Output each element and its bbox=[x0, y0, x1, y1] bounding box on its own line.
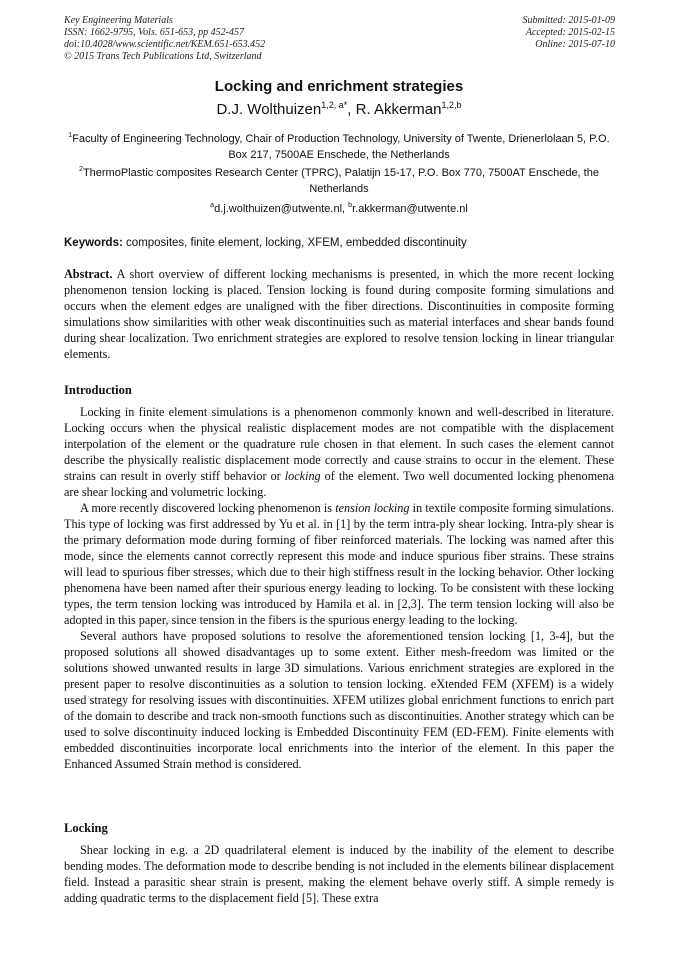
email-list bbox=[0, 201, 678, 217]
submitted-date: Submitted: 2015-01-09 bbox=[522, 15, 615, 26]
author-name: R. Akkerman bbox=[355, 101, 442, 118]
author-list bbox=[0, 101, 678, 118]
paragraph: Several authors have proposed solutions to resolve the aforementioned tension locking [1, 3-4], but the proposed solutions all showed disadvantages up to some extent. Either mesh-freedom was limited or the solutions showed unwanted results in large 3D simulations. Various enrichment strategies are explored in the present paper to resolve discontinuities as a solution to tension locking. eXtended FEM (XFEM) is a widely used strategy for resolving issues with discontinuities. XFEM utilizes global enrichment functions to enrich part of the domain to describe and track non-smooth functions such as discontinuities. Another strategy which can be used to solve discontinuity induced locking is Embedded Discontinuity FEM (ED-FEM). Finite elements with embedded discontinuities incorporate local enrichments into the interior of the element. In this paper the Enhanced Assumed Strain method is considered. bbox=[64, 629, 614, 771]
author-separator: , bbox=[347, 101, 356, 118]
accepted-date: Accepted: 2015-02-15 bbox=[525, 27, 615, 38]
online-date: Online: 2015-07-10 bbox=[535, 39, 615, 50]
doi-line: doi:10.4028/www.scientific.net/KEM.651-653.452 bbox=[64, 39, 266, 50]
paragraph: Locking in finite element simulations is a phenomenon commonly known and well-described in literature. Locking occurs when the physical realistic displacement modes are not compatible with the displacement interpolation of the element or the quadrature rule chosen in that element. In such cases the element cannot describe the physically realistic displacement mode correctly and cause strains to occur in the element. These strains can result in overly stiff behavior or locking of the element. Two well documented locking phenomena are shear locking and volumetric locking. bbox=[64, 405, 614, 499]
abstract-label: Abstract. bbox=[64, 267, 113, 281]
emphasis: locking bbox=[284, 469, 321, 483]
affiliation-text: ThermoPlastic composites Research Center (TPRC), Palatijn 15-17, P.O. Box 770, 7500AT Enschede, the Netherlands bbox=[82, 167, 599, 195]
abstract bbox=[64, 266, 614, 362]
affiliation-text: Faculty of Engineering Technology, Chair of Production Technology, University of Twente, Drienerlolaan 5, P.O. Box 217, 7500AE Enschede, the Netherlands bbox=[72, 133, 610, 161]
journal-name: Key Engineering Materials bbox=[64, 15, 173, 26]
paragraph: A more recently discovered locking phenomenon is tension locking in textile composite forming simulations. This type of locking was first addressed by Yu et al. in [1] by the term intra-ply shear locking. Intra-ply shear is the primary deformation mode during forming of fiber reinforced materials. The locking was named after this mode, since the elements cannot correctly represent this mode and induce spurious fiber strains. These strains will lead to spurious fiber stresses, which due to their high stiffness result in the locking behavior. Other locking phenomena have been named after their spurious energy leading to locking. To be consistent with these locking types, the term tension locking was introduced by Hamila et al. in [2,3]. The term tension locking will also be adopted in this paper, since tension in the fibers is the spurious energy leading to the locking. bbox=[64, 501, 614, 627]
introduction-body bbox=[64, 404, 614, 772]
dates-info bbox=[523, 15, 616, 51]
issn-line: ISSN: 1662-9795, Vols. 651-653, pp 452-457 bbox=[64, 27, 244, 38]
keywords-text: composites, finite element, locking, XFEM, embedded discontinuity bbox=[126, 237, 467, 249]
affiliation-marker: 2 bbox=[79, 166, 83, 173]
email-marker: b bbox=[348, 202, 353, 209]
email-separator: , bbox=[342, 203, 349, 215]
author-affiliation-marker: 1,2, a* bbox=[321, 100, 348, 110]
emphasis: tension locking bbox=[335, 501, 410, 515]
keywords-line bbox=[64, 237, 467, 249]
paragraph: Shear locking in e.g. a 2D quadrilateral element is induced by the inability of the element to describe bending modes. The deformation mode to describe bending is not included in the elements bilinear displacement field. Instead a parasitic shear strain is present, making the element behave overly stiff. A simple remedy is adding quadratic terms to the displacement field [5]. These extra bbox=[64, 843, 614, 905]
keywords-label: Keywords: bbox=[64, 237, 123, 249]
copyright-line: © 2015 Trans Tech Publications Ltd, Switzerland bbox=[64, 51, 262, 62]
section-heading-introduction: Introduction bbox=[64, 383, 132, 397]
abstract-text: A short overview of different locking mechanisms is presented, in which the more recent locking phenomenon tension locking is placed. Tension locking is found during composite forming simulations and occurs when the element edges are unaligned with the fiber directions. Discontinuities in composite forming simulations show similarities with other weak discontinuities such as material interfaces and shear bands found during shear localization. Two enrichment strategies are explored to resolve tension locking in linear triangular elements. bbox=[64, 267, 614, 361]
author-name: D.J. Wolthuizen bbox=[216, 101, 322, 118]
affiliation bbox=[60, 131, 618, 163]
email-address[interactable]: d.j.wolthuizen@utwente.nl bbox=[214, 203, 343, 215]
email-address[interactable]: r.akkerman@utwente.nl bbox=[352, 203, 468, 215]
locking-body bbox=[64, 842, 614, 906]
section-heading-locking: Locking bbox=[64, 821, 108, 835]
affiliation bbox=[60, 165, 618, 197]
journal-info bbox=[64, 15, 265, 63]
author-affiliation-marker: 1,2,b bbox=[441, 100, 462, 110]
email-marker: a bbox=[210, 202, 215, 209]
paper-title: Locking and enrichment strategies bbox=[214, 78, 464, 95]
affiliation-marker: 1 bbox=[68, 132, 73, 139]
